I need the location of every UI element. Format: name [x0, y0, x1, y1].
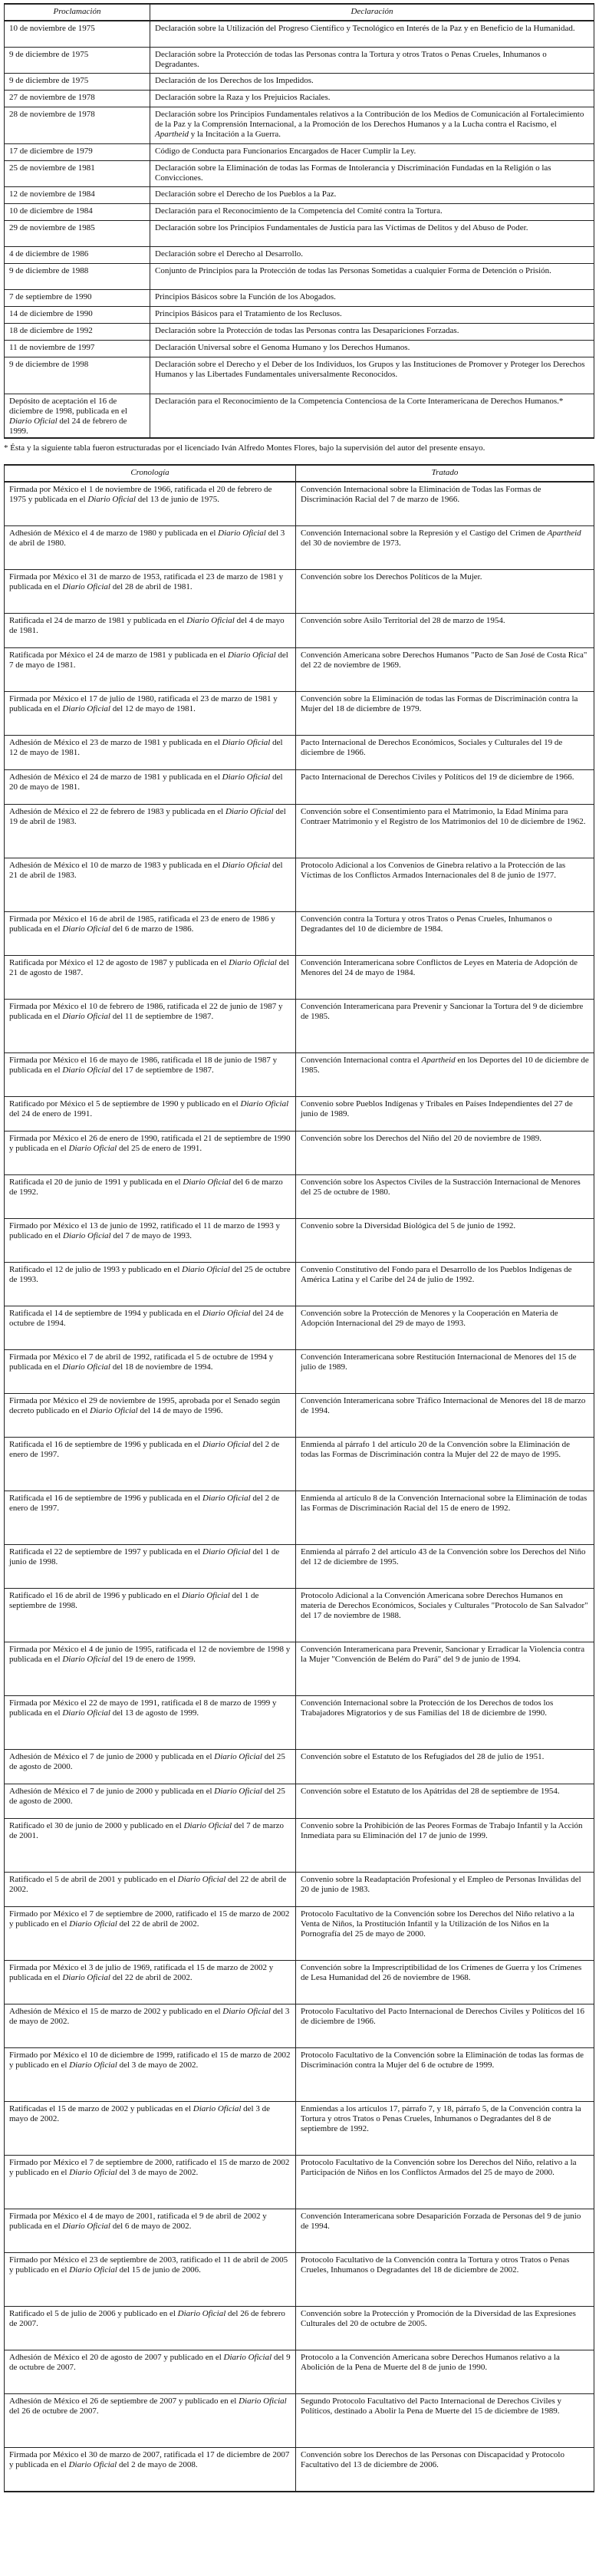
treaty-date-cell: Ratificada el 16 de septiembre de 1996 y publicada en el Diario Oficial del 2 de enero de 1997. — [5, 1438, 296, 1491]
treaty-date-cell: Adhesión de México el 24 de marzo de 1981 y publicada en el Diario Oficial del 20 de mayo de 1981. — [5, 770, 296, 805]
treaty-title-cell: Segundo Protocolo Facultativo del Pacto Internacional de Derechos Civiles y Políticos, destinado a Abolir la Pena de Muerte del 15 de diciembre de 1989. — [296, 2394, 594, 2448]
table-row — [5, 394, 594, 439]
table-row — [5, 526, 594, 570]
treaty-date-cell: Ratificada el 22 de septiembre de 1997 y publicada en el Diario Oficial del 1 de junio de 1998. — [5, 1545, 296, 1589]
table-row — [5, 1175, 594, 1219]
table-row — [5, 614, 594, 648]
table-row — [5, 307, 594, 324]
table-row — [5, 221, 594, 247]
declaration-date-cell: 12 de noviembre de 1984 — [5, 187, 150, 204]
table-row — [5, 2048, 594, 2102]
treaty-date-cell: Ratificada el 14 de septiembre de 1994 y publicada en el Diario Oficial del 24 de octubre de 1994. — [5, 1306, 296, 1350]
declaration-title-cell: Principios Básicos para el Tratamiento de los Reclusos. — [150, 307, 594, 324]
table-row — [5, 264, 594, 290]
header-proclamacion: Proclamación — [5, 4, 150, 21]
treaty-title-cell: Convención sobre la Imprescriptibilidad de los Crímenes de Guerra y los Crímenes de Lesa Humanidad del 26 de noviembre de 1968. — [296, 1961, 594, 2004]
treaty-title-cell: Protocolo Adicional a los Convenios de Ginebra relativo a la Protección de las Víctimas de los Conflictos Armados Internacionales del 8 de junio de 1977. — [296, 858, 594, 912]
declaration-date-cell: 10 de diciembre de 1984 — [5, 204, 150, 221]
declaration-title-cell: Declaración sobre el Derecho y el Deber de los Individuos, los Grupos y las Instituciones de Promover y Proteger los Derechos Humanos y las Libertades Fundamentales universalmente Reconocidos. — [150, 357, 594, 394]
treaty-date-cell: Ratificada el 16 de septiembre de 1996 y publicada en el Diario Oficial del 2 de enero de 1997. — [5, 1491, 296, 1545]
declaration-title-cell: Declaración sobre el Derecho de los Pueblos a la Paz. — [150, 187, 594, 204]
table-row — [5, 144, 594, 161]
treaty-title-cell: Convenio sobre la Diversidad Biológica del 5 de junio de 1992. — [296, 1219, 594, 1263]
table-row — [5, 692, 594, 736]
treaty-title-cell: Convención Internacional sobre la Protección de los Derechos de todos los Trabajadores Migratorios y de sus Familias del 18 de diciembre de 1990. — [296, 1696, 594, 1750]
declaration-title-cell: Declaración sobre la Protección de todas las Personas contra las Desapariciones Forzadas. — [150, 324, 594, 341]
treaty-title-cell: Protocolo Facultativo del Pacto Internacional de Derechos Civiles y Políticos del 16 de diciembre de 1966. — [296, 2004, 594, 2048]
table-row — [5, 1000, 594, 1053]
declaration-date-cell: 27 de noviembre de 1978 — [5, 91, 150, 107]
treaty-title-cell: Convención sobre los Derechos Políticos de la Mujer. — [296, 570, 594, 614]
treaty-date-cell: Ratificada el 24 de marzo de 1981 y publicada en el Diario Oficial del 4 de mayo de 1981. — [5, 614, 296, 648]
declaration-title-cell: Declaración sobre el Derecho al Desarrollo. — [150, 247, 594, 264]
treaty-title-cell: Convención sobre el Estatuto de los Refugiados del 28 de julio de 1951. — [296, 1750, 594, 1784]
treaty-title-cell: Convenio sobre Pueblos Indígenas y Tribales en Países Independientes del 27 de junio de 1989. — [296, 1097, 594, 1132]
declarations-table-body — [5, 21, 594, 438]
treaty-title-cell: Convención Americana sobre Derechos Humanos "Pacto de San José de Costa Rica" del 22 de noviembre de 1969. — [296, 648, 594, 692]
treaty-title-cell: Pacto Internacional de Derechos Civiles y Políticos del 19 de diciembre de 1966. — [296, 770, 594, 805]
treaty-date-cell: Firmada por México el 4 de mayo de 2001, ratificada el 9 de abril de 2002 y publicada en el Diario Oficial del 6 de mayo de 2002. — [5, 2209, 296, 2253]
table-row — [5, 1589, 594, 1642]
declaration-title-cell: Declaración de los Derechos de los Impedidos. — [150, 74, 594, 91]
treaty-title-cell: Protocolo Adicional a la Convención Americana sobre Derechos Humanos en materia de Derechos Económicos, Sociales y Culturales "Protocolo de San Salvador" del 17 de noviembre de 1988. — [296, 1589, 594, 1642]
table-row — [5, 2350, 594, 2394]
treaty-date-cell: Adhesión de México el 15 de marzo de 2002 y publicado en el Diario Oficial del 3 de mayo de 2002. — [5, 2004, 296, 2048]
treaty-title-cell: Convención Internacional sobre la Eliminación de Todas las Formas de Discriminación Racial del 7 de marzo de 1966. — [296, 482, 594, 526]
treaty-date-cell: Adhesión de México el 23 de marzo de 1981 y publicada en el Diario Oficial del 12 de mayo de 1981. — [5, 736, 296, 770]
declaration-date-cell: 4 de diciembre de 1986 — [5, 247, 150, 264]
treaty-title-cell: Protocolo Facultativo de la Convención sobre los Derechos del Niño relativo a la Venta de Niños, la Prostitución Infantil y la Utilización de los Niños en la Pornografía del 25 de mayo de 2000. — [296, 1907, 594, 1961]
treaty-title-cell: Pacto Internacional de Derechos Económicos, Sociales y Culturales del 19 de diciembre de 1966. — [296, 736, 594, 770]
treaty-date-cell: Firmado por México el 7 de septiembre de 2000, ratificado el 15 de marzo de 2002 y publicado en el Diario Oficial del 22 de abril de 2002. — [5, 1907, 296, 1961]
table-row — [5, 1438, 594, 1491]
treaty-date-cell: Adhesión de México el 7 de junio de 2000 y publicada en el Diario Oficial del 25 de agosto de 2000. — [5, 1784, 296, 1819]
table-row — [5, 247, 594, 264]
treaty-date-cell: Firmada por México el 22 de mayo de 1991, ratificada el 8 de marzo de 1999 y publicada en el Diario Oficial del 13 de agosto de 1999. — [5, 1696, 296, 1750]
declaration-title-cell: Declaración sobre la Utilización del Progreso Científico y Tecnológico en Interés de la Paz y en Beneficio de la Humanidad. — [150, 21, 594, 48]
table-row — [5, 1053, 594, 1097]
declaration-title-cell: Declaración para el Reconocimiento de la Competencia Contenciosa de la Corte Interamericana de Derechos Humanos.* — [150, 394, 594, 439]
table-row — [5, 1097, 594, 1132]
treaty-date-cell: Ratificado el 16 de abril de 1996 y publicado en el Diario Oficial del 1 de septiembre de 1998. — [5, 1589, 296, 1642]
table-row — [5, 1819, 594, 1873]
treaty-title-cell: Convención Interamericana sobre Restitución Internacional de Menores del 15 de julio de 1989. — [296, 1350, 594, 1394]
table-row — [5, 107, 594, 144]
treaty-date-cell: Ratificadas el 15 de marzo de 2002 y publicadas en el Diario Oficial del 3 de mayo de 2002. — [5, 2102, 296, 2156]
treaty-title-cell: Convención sobre la Eliminación de todas las Formas de Discriminación contra la Mujer del 18 de diciembre de 1979. — [296, 692, 594, 736]
declaration-date-cell: 11 de noviembre de 1997 — [5, 341, 150, 357]
declaration-date-cell: 29 de noviembre de 1985 — [5, 221, 150, 247]
treaty-title-cell: Convención sobre los Aspectos Civiles de la Sustracción Internacional de Menores del 25 de octubre de 1980. — [296, 1175, 594, 1219]
treaty-date-cell: Firmada por México el 30 de marzo de 2007, ratificada el 17 de diciembre de 2007 y publicada en el Diario Oficial del 2 de mayo de 2008. — [5, 2448, 296, 2492]
treaty-date-cell: Ratificado el 30 de junio de 2000 y publicado en el Diario Oficial del 7 de marzo de 2001. — [5, 1819, 296, 1873]
treaty-date-cell: Firmada por México el 16 de abril de 1985, ratificada el 23 de enero de 1986 y publicada en el Diario Oficial del 6 de marzo de 1986. — [5, 912, 296, 956]
table-row — [5, 1784, 594, 1819]
table-row — [5, 1306, 594, 1350]
declaration-title-cell: Principios Básicos sobre la Función de los Abogados. — [150, 290, 594, 307]
treaty-date-cell: Ratificado el 12 de julio de 1993 y publicado en el Diario Oficial del 25 de octubre de 1993. — [5, 1263, 296, 1306]
treaty-date-cell: Ratificada por México el 24 de marzo de 1981 y publicada en el Diario Oficial del 7 de mayo de 1981. — [5, 648, 296, 692]
treaties-table-header — [5, 465, 594, 482]
treaty-title-cell: Convención Interamericana sobre Conflictos de Leyes en Materia de Adopción de Menores del 24 de mayo de 1984. — [296, 956, 594, 1000]
table-row — [5, 736, 594, 770]
table-row — [5, 21, 594, 48]
treaty-date-cell: Firmada por México el 31 de marzo de 1953, ratificada el 23 de marzo de 1981 y publicada en el Diario Oficial del 28 de abril de 1981. — [5, 570, 296, 614]
treaty-title-cell: Convención sobre el Estatuto de los Apátridas del 28 de septiembre de 1954. — [296, 1784, 594, 1819]
treaty-title-cell: Convención contra la Tortura y otros Tratos o Penas Crueles, Inhumanos o Degradantes del 10 de diciembre de 1984. — [296, 912, 594, 956]
treaty-title-cell: Protocolo Facultativo de la Convención sobre la Eliminación de todas las formas de Discriminación contra la Mujer del 6 de octubre de 1999. — [296, 2048, 594, 2102]
header-tratado: Tratado — [296, 465, 594, 482]
treaty-date-cell: Firmada por México el 10 de febrero de 1986, ratificada el 22 de junio de 1987 y publicada en el Diario Oficial del 11 de septiembre de 1987. — [5, 1000, 296, 1053]
table-row — [5, 204, 594, 221]
declaration-date-cell: 9 de diciembre de 1975 — [5, 48, 150, 74]
declaration-date-cell: 17 de diciembre de 1979 — [5, 144, 150, 161]
header-declaracion: Declaración — [150, 4, 594, 21]
declaration-date-cell: 28 de noviembre de 1978 — [5, 107, 150, 144]
declaration-title-cell: Conjunto de Principios para la Protección de todas las Personas Sometidas a cualquier Forma de Detención o Prisión. — [150, 264, 594, 290]
table-row — [5, 2448, 594, 2492]
treaty-title-cell: Convención sobre el Consentimiento para el Matrimonio, la Edad Mínima para Contraer Matrimonio y el Registro de los Matrimonios del 10 de diciembre de 1962. — [296, 805, 594, 858]
treaty-title-cell: Enmiendas a los artículos 17, párrafo 7, y 18, párrafo 5, de la Convención contra la Tortura y otros Tratos o Penas Crueles, Inhumanos o Degradantes del 8 de septiembre de 1992. — [296, 2102, 594, 2156]
table-row — [5, 161, 594, 187]
table-row — [5, 1132, 594, 1175]
table-row — [5, 2253, 594, 2307]
declaration-title-cell: Declaración sobre los Principios Fundamentales relativos a la Contribución de los Medios de Comunicación al Fortalecimiento de la Paz y la Comprensión Internacional, a la Promoción de los Derechos Humanos y a la Lucha contra el Racismo, el Apartheid y la Incitación a la Guerra. — [150, 107, 594, 144]
table-row — [5, 1491, 594, 1545]
header-cronologia: Cronología — [5, 465, 296, 482]
treaty-date-cell: Firmado por México el 7 de septiembre de 2000, ratificado el 15 de marzo de 2002 y publicado en el Diario Oficial del 3 de mayo de 2002. — [5, 2156, 296, 2209]
table-row — [5, 2307, 594, 2350]
treaty-date-cell: Adhesión de México el 7 de junio de 2000 y publicada en el Diario Oficial del 25 de agosto de 2000. — [5, 1750, 296, 1784]
treaty-date-cell: Firmada por México el 7 de abril de 1992, ratificada el 5 de octubre de 1994 y publicada en el Diario Oficial del 18 de noviembre de 1994. — [5, 1350, 296, 1394]
table-row — [5, 48, 594, 74]
treaty-date-cell: Firmada por México el 26 de enero de 1990, ratificada el 21 de septiembre de 1990 y publicada en el Diario Oficial del 25 de enero de 1991. — [5, 1132, 296, 1175]
declaration-title-cell: Código de Conducta para Funcionarios Encargados de Hacer Cumplir la Ley. — [150, 144, 594, 161]
treaty-title-cell: Convenio Constitutivo del Fondo para el Desarrollo de los Pueblos Indígenas de América Latina y el Caribe del 24 de julio de 1992. — [296, 1263, 594, 1306]
table-row — [5, 570, 594, 614]
treaty-date-cell: Adhesión de México el 10 de marzo de 1983 y publicada en el Diario Oficial del 21 de abril de 1983. — [5, 858, 296, 912]
table-row — [5, 2209, 594, 2253]
declaration-title-cell: Declaración para el Reconocimiento de la Competencia del Comité contra la Tortura. — [150, 204, 594, 221]
declarations-table — [4, 3, 594, 439]
treaty-title-cell: Convención Interamericana sobre Tráfico Internacional de Menores del 18 de marzo de 1994. — [296, 1394, 594, 1438]
treaty-date-cell: Adhesión de México el 22 de febrero de 1983 y publicada en el Diario Oficial del 19 de abril de 1983. — [5, 805, 296, 858]
treaty-date-cell: Firmada por México el 17 de julio de 1980, ratificada el 23 de marzo de 1981 y publicada en el Diario Oficial del 12 de mayo de 1981. — [5, 692, 296, 736]
table-row — [5, 1545, 594, 1589]
declaration-date-cell: 9 de diciembre de 1988 — [5, 264, 150, 290]
declaration-title-cell: Declaración Universal sobre el Genoma Humano y los Derechos Humanos. — [150, 341, 594, 357]
treaty-date-cell: Ratificada por México el 12 de agosto de 1987 y publicada en el Diario Oficial del 21 de agosto de 1987. — [5, 956, 296, 1000]
table-row — [5, 1750, 594, 1784]
treaty-date-cell: Firmada por México el 16 de mayo de 1986, ratificada el 18 de junio de 1987 y publicada en el Diario Oficial del 17 de septiembre de 1987. — [5, 1053, 296, 1097]
treaty-date-cell: Ratificado por México el 5 de septiembre de 1990 y publicado en el Diario Oficial del 24 de enero de 1991. — [5, 1097, 296, 1132]
treaties-table-body — [5, 482, 594, 2492]
table-row — [5, 1350, 594, 1394]
treaty-title-cell: Convención sobre los Derechos del Niño del 20 de noviembre de 1989. — [296, 1132, 594, 1175]
treaty-date-cell: Firmada por México el 4 de junio de 1995, ratificada el 12 de noviembre de 1998 y publicada en el Diario Oficial del 19 de enero de 1999. — [5, 1642, 296, 1696]
table-row — [5, 341, 594, 357]
table-row — [5, 1394, 594, 1438]
declaration-date-cell: 10 de noviembre de 1975 — [5, 21, 150, 48]
table-row — [5, 187, 594, 204]
treaty-title-cell: Convención Interamericana para Prevenir y Sancionar la Tortura del 9 de diciembre de 1985. — [296, 1000, 594, 1053]
treaty-title-cell: Convención sobre los Derechos de las Personas con Discapacidad y Protocolo Facultativo del 13 de diciembre de 2006. — [296, 2448, 594, 2492]
treaty-date-cell: Firmado por México el 23 de septiembre de 2003, ratificado el 11 de abril de 2005 y publicado en el Diario Oficial del 15 de junio de 2006. — [5, 2253, 296, 2307]
declaration-date-cell: 7 de septiembre de 1990 — [5, 290, 150, 307]
declaration-title-cell: Declaración sobre la Protección de todas las Personas contra la Tortura y otros Tratos o Penas Crueles, Inhumanos o Degradantes. — [150, 48, 594, 74]
table-row — [5, 1219, 594, 1263]
table-row — [5, 2394, 594, 2448]
treaty-title-cell: Convención sobre la Protección y Promoción de la Diversidad de las Expresiones Culturales del 20 de octubre de 2005. — [296, 2307, 594, 2350]
table-row — [5, 1642, 594, 1696]
declaration-date-cell: 25 de noviembre de 1981 — [5, 161, 150, 187]
table-row — [5, 1961, 594, 2004]
table-row — [5, 290, 594, 307]
table-row — [5, 2102, 594, 2156]
table-row — [5, 648, 594, 692]
treaty-title-cell: Enmienda al artículo 8 de la Convención Internacional sobre la Eliminación de todas las Formas de Discriminación Racial del 15 de enero de 1992. — [296, 1491, 594, 1545]
table-row — [5, 1696, 594, 1750]
declarations-table-header — [5, 4, 594, 21]
declaration-title-cell: Declaración sobre la Eliminación de todas las Formas de Intolerancia y Discriminación Fundadas en la Religión o las Convicciones. — [150, 161, 594, 187]
treaty-date-cell: Adhesión de México el 20 de agosto de 2007 y publicado en el Diario Oficial del 9 de octubre de 2007. — [5, 2350, 296, 2394]
treaty-title-cell: Enmienda al párrafo 1 del artículo 20 de la Convención sobre la Eliminación de todas las Formas de Discriminación contra la Mujer del 22 de mayo de 1995. — [296, 1438, 594, 1491]
table-row — [5, 357, 594, 394]
treaty-title-cell: Convención Internacional sobre la Represión y el Castigo del Crimen de Apartheid del 30 de noviembre de 1973. — [296, 526, 594, 570]
table-row — [5, 1263, 594, 1306]
declaration-title-cell: Declaración sobre la Raza y los Prejuicios Raciales. — [150, 91, 594, 107]
table-row — [5, 858, 594, 912]
table-row — [5, 74, 594, 91]
table-row — [5, 956, 594, 1000]
table-row — [5, 324, 594, 341]
treaty-date-cell: Firmada por México el 1 de noviembre de 1966, ratificada el 20 de febrero de 1975 y publicada en el Diario Oficial del 13 de junio de 1975. — [5, 482, 296, 526]
treaty-title-cell: Convención sobre la Protección de Menores y la Cooperación en Materia de Adopción Internacional del 29 de mayo de 1993. — [296, 1306, 594, 1350]
table-row — [5, 1907, 594, 1961]
declaration-date-cell: 9 de diciembre de 1975 — [5, 74, 150, 91]
treaty-title-cell: Convenio sobre la Prohibición de las Peores Formas de Trabajo Infantil y la Acción Inmediata para su Eliminación del 17 de junio de 1999. — [296, 1819, 594, 1873]
table-row — [5, 1873, 594, 1907]
treaty-date-cell: Adhesión de México el 4 de marzo de 1980 y publicada en el Diario Oficial del 3 de abril de 1980. — [5, 526, 296, 570]
treaty-date-cell: Firmado por México el 13 de junio de 1992, ratificado el 11 de marzo de 1993 y publicado en el Diario Oficial del 7 de mayo de 1993. — [5, 1219, 296, 1263]
table-row — [5, 770, 594, 805]
treaty-date-cell: Ratificada el 20 de junio de 1991 y publicada en el Diario Oficial del 6 de marzo de 1992. — [5, 1175, 296, 1219]
treaty-title-cell: Convención Interamericana sobre Desaparición Forzada de Personas del 9 de junio de 1994. — [296, 2209, 594, 2253]
treaty-date-cell: Adhesión de México el 26 de septiembre de 2007 y publicado en el Diario Oficial del 26 de octubre de 2007. — [5, 2394, 296, 2448]
treaty-title-cell: Enmienda al párrafo 2 del artículo 43 de la Convención sobre los Derechos del Niño del 12 de diciembre de 1995. — [296, 1545, 594, 1589]
declaration-date-cell: Depósito de aceptación el 16 de diciembre de 1998, publicada en el Diario Oficial del 24 de febrero de 1999. — [5, 394, 150, 439]
treaty-title-cell: Convenio sobre la Readaptación Profesional y el Empleo de Personas Inválidas del 20 de junio de 1983. — [296, 1873, 594, 1907]
treaty-title-cell: Convención Internacional contra el Apartheid en los Deportes del 10 de diciembre de 1985. — [296, 1053, 594, 1097]
table-row — [5, 2004, 594, 2048]
footnote: * Ésta y la siguiente tabla fueron estructuradas por el licenciado Iván Alfredo Montes Flores, bajo la supervisión del autor del presente ensayo. — [4, 443, 485, 453]
table-row — [5, 805, 594, 858]
treaty-date-cell: Firmada por México el 29 de noviembre de 1995, aprobada por el Senado según decreto publicado en el Diario Oficial del 14 de mayo de 1996. — [5, 1394, 296, 1438]
declaration-date-cell: 9 de diciembre de 1998 — [5, 357, 150, 394]
declaration-date-cell: 14 de diciembre de 1990 — [5, 307, 150, 324]
treaty-date-cell: Ratificado el 5 de abril de 2001 y publicado en el Diario Oficial del 22 de abril de 2002. — [5, 1873, 296, 1907]
treaty-title-cell: Convención sobre Asilo Territorial del 28 de marzo de 1954. — [296, 614, 594, 648]
treaty-title-cell: Protocolo a la Convención Americana sobre Derechos Humanos relativo a la Abolición de la Pena de Muerte del 8 de junio de 1990. — [296, 2350, 594, 2394]
treaty-date-cell: Ratificado el 5 de julio de 2006 y publicado en el Diario Oficial del 26 de febrero de 2007. — [5, 2307, 296, 2350]
declaration-date-cell: 18 de diciembre de 1992 — [5, 324, 150, 341]
treaty-date-cell: Firmada por México el 3 de julio de 1969, ratificada el 15 de marzo de 2002 y publicada en el Diario Oficial del 22 de abril de 2002. — [5, 1961, 296, 2004]
table-row — [5, 2156, 594, 2209]
treaties-table — [4, 464, 594, 2492]
treaty-date-cell: Firmado por México el 10 de diciembre de 1999, ratificado el 15 de marzo de 2002 y publicado en el Diario Oficial del 3 de mayo de 2002. — [5, 2048, 296, 2102]
declaration-title-cell: Declaración sobre los Principios Fundamentales de Justicia para las Víctimas de Delitos y del Abuso de Poder. — [150, 221, 594, 247]
table-row — [5, 912, 594, 956]
treaty-title-cell: Protocolo Facultativo de la Convención contra la Tortura y otros Tratos o Penas Crueles, Inhumanos o Degradantes del 18 de diciembre de 2002. — [296, 2253, 594, 2307]
table-row — [5, 91, 594, 107]
table-row — [5, 482, 594, 526]
treaty-title-cell: Protocolo Facultativo de la Convención sobre los Derechos del Niño, relativo a la Participación de Niños en los Conflictos Armados del 25 de mayo de 2000. — [296, 2156, 594, 2209]
treaty-title-cell: Convención Interamericana para Prevenir, Sancionar y Erradicar la Violencia contra la Mujer "Convención de Belém do Pará" del 9 de junio de 1994. — [296, 1642, 594, 1696]
